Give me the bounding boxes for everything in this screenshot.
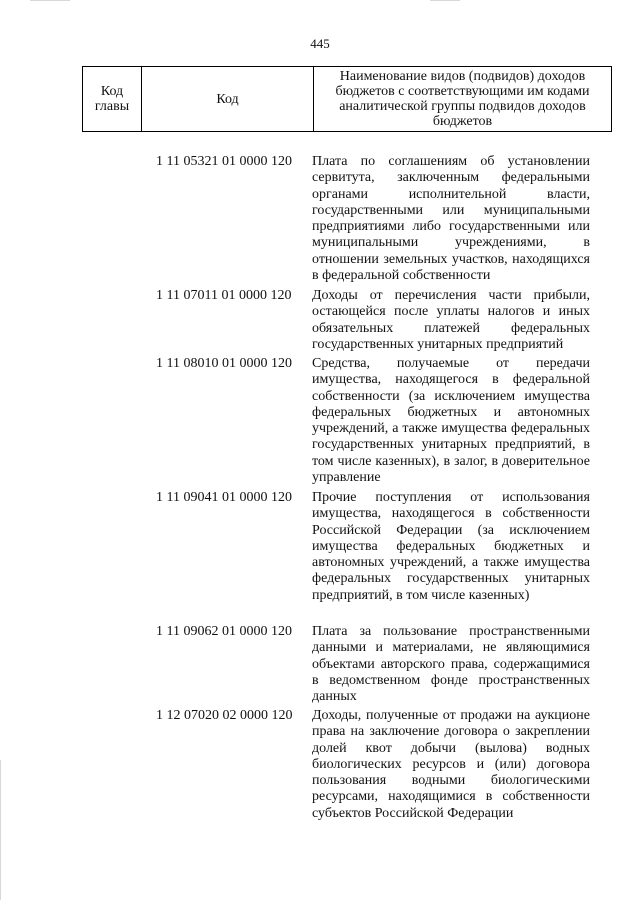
list-item	[0, 624, 640, 708]
row-code: 1 11 09062 01 0000 120	[156, 624, 292, 639]
list-item	[0, 154, 640, 288]
scan-edge-top	[30, 0, 70, 1]
row-description: Плата за пользование пространственными данными и материалами, не являющимися объектами авторского права, содержащимися в ведомственном фонде пространственных данных	[312, 624, 590, 705]
list-item	[0, 356, 640, 490]
row-code: 1 12 07020 02 0000 120	[156, 708, 293, 723]
header-table	[82, 66, 612, 132]
header-code: Код	[142, 67, 314, 132]
row-code: 1 11 09041 01 0000 120	[156, 490, 292, 505]
row-code: 1 11 08010 01 0000 120	[156, 356, 292, 371]
row-description: Плата по соглашениям об установлении сервитута, заключенным федеральными органами исполнительной власти, государственными или муниципальными предприятиями либо государственными или муниципальными учреждениями, в отношении земельных участков, находящихся в федеральной собственности	[312, 154, 590, 284]
row-description: Прочие поступления от использования имущества, находящегося в собственности Российской Федерации (за исключением имущества федеральных бюджетных и автономных учреждений, а также имущества федеральных государственных унитарных предприятий, в том числе казенных)	[312, 490, 590, 603]
list-item	[0, 288, 640, 356]
revenue-list	[0, 154, 640, 842]
row-code: 1 11 05321 01 0000 120	[156, 154, 292, 169]
list-item	[0, 490, 640, 624]
row-description: Доходы, полученные от продажи на аукционе права на заключение договора о закреплении долей квот добычи (вылова) водных биологических ресурсов и (или) договора пользования водными биологическими ресурсами, находящимися в собственности субъектов Российской Федерации	[312, 708, 590, 821]
list-item	[0, 708, 640, 842]
header-chapter-code: Код главы	[83, 67, 142, 132]
row-description: Доходы от перечисления части прибыли, остающейся после уплаты налогов и иных обязательных платежей федеральных государственных унитарных предприятий	[312, 288, 590, 352]
scan-edge-top-right	[430, 0, 460, 1]
header-name: Наименование видов (подвидов) доходов бюджетов с соответствующими им кодами аналитической группы подвидов доходов бюджетов	[314, 67, 612, 132]
row-description: Средства, получаемые от передачи имущества, находящегося в федеральной собственности (за исключением имущества федеральных бюджетных и автономных учреждений, а также имущества федеральных государственных унитарных предприятий, в том числе казенных), в залог, в доверительное управление	[312, 356, 590, 486]
row-code: 1 11 07011 01 0000 120	[156, 288, 292, 303]
page-number: 445	[310, 36, 330, 51]
